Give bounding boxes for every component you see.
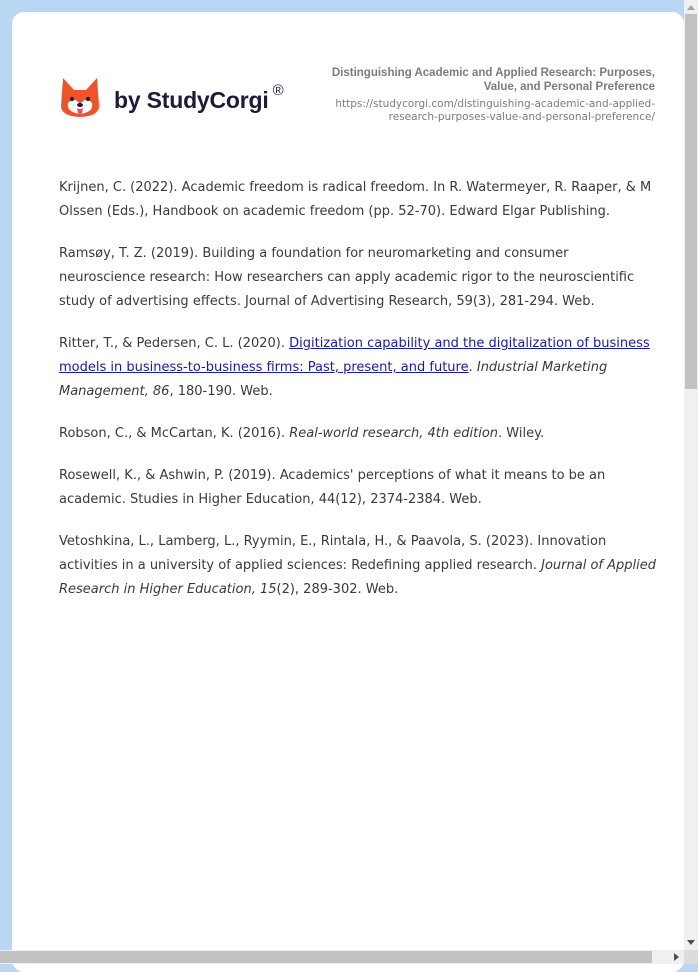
document-meta — [272, 66, 655, 124]
reference-list — [59, 176, 657, 620]
reference-book-title: Real-world research, 4th edition — [289, 426, 499, 441]
document-url[interactable] — [275, 98, 655, 124]
reference-item — [59, 332, 657, 404]
scroll-up-icon[interactable] — [687, 5, 695, 10]
reference-text: Rosewell, K., & Ashwin, P. (2019). Academics' perceptions of what it means to be an academic. Studies in Higher Education, 44(12), 2374-2384. Web. — [59, 468, 606, 507]
reference-text: Ramsøy, T. Z. (2019). Building a foundation for neuromarketing and consumer neuroscience research: How researchers can apply academic rigor to the neuroscientific study of advertising effects. Journal of Advertising Research, 59(3), 281-294. Web. — [59, 246, 635, 309]
corgi-head-icon — [60, 76, 100, 118]
vertical-scrollbar[interactable] — [684, 0, 698, 950]
reference-item — [59, 176, 657, 224]
registered-mark: ® — [272, 81, 284, 99]
reference-text: Robson, C., & McCartan, K. (2016). — [59, 426, 290, 441]
reference-text: . Wiley. — [498, 426, 545, 441]
document-url-line2: research-purposes-value-and-personal-preference/ — [388, 111, 655, 123]
scrollbar-corner — [684, 950, 698, 964]
logo-text: by StudyCorgi — [114, 86, 269, 113]
reference-link[interactable]: Digitization capability and the digitalization of business models in business-to-business firms: Past, present, and future — [59, 336, 650, 375]
reference-text: . — [468, 360, 477, 375]
studycorgi-logo[interactable] — [60, 76, 284, 118]
reference-item — [59, 530, 657, 602]
reference-text: , 180-190. Web. — [169, 384, 273, 399]
horizontal-scroll-thumb[interactable] — [0, 951, 652, 963]
document-url-line1: https://studycorgi.com/distinguishing-academic-and-applied- — [335, 98, 655, 110]
horizontal-scrollbar[interactable] — [0, 950, 684, 964]
reference-text: Krijnen, C. (2022). Academic freedom is radical freedom. In R. Watermeyer, R. Raaper, & M Olssen (Eds.), Handbook on academic freedom (pp. 52-70). Edward Elgar Publishing. — [59, 180, 652, 219]
reference-text: (2), 289-302. Web. — [276, 582, 399, 597]
document-title-line2: Value, and Personal Preference — [483, 81, 655, 93]
scroll-down-icon[interactable] — [687, 940, 695, 945]
document-page — [12, 12, 684, 972]
reference-item — [59, 242, 657, 314]
vertical-scroll-thumb[interactable] — [685, 14, 697, 389]
document-title-line1: Distinguishing Academic and Applied Research: Purposes, — [331, 67, 655, 79]
reference-text: Ritter, T., & Pedersen, C. L. (2020). — [59, 336, 290, 351]
reference-journal: Journal of Applied Research in Higher Education, 15 — [59, 558, 656, 597]
reference-item — [59, 464, 657, 512]
reference-item — [59, 422, 657, 446]
scroll-right-icon[interactable] — [674, 953, 679, 961]
reference-text: Vetoshkina, L., Lamberg, L., Ryymin, E., Rintala, H., & Paavola, S. (2023). Innovation activities in a university of applied sciences: Redefining applied research. — [59, 534, 607, 573]
reference-journal: Industrial Marketing Management, 86 — [59, 360, 608, 399]
document-title — [275, 66, 655, 94]
